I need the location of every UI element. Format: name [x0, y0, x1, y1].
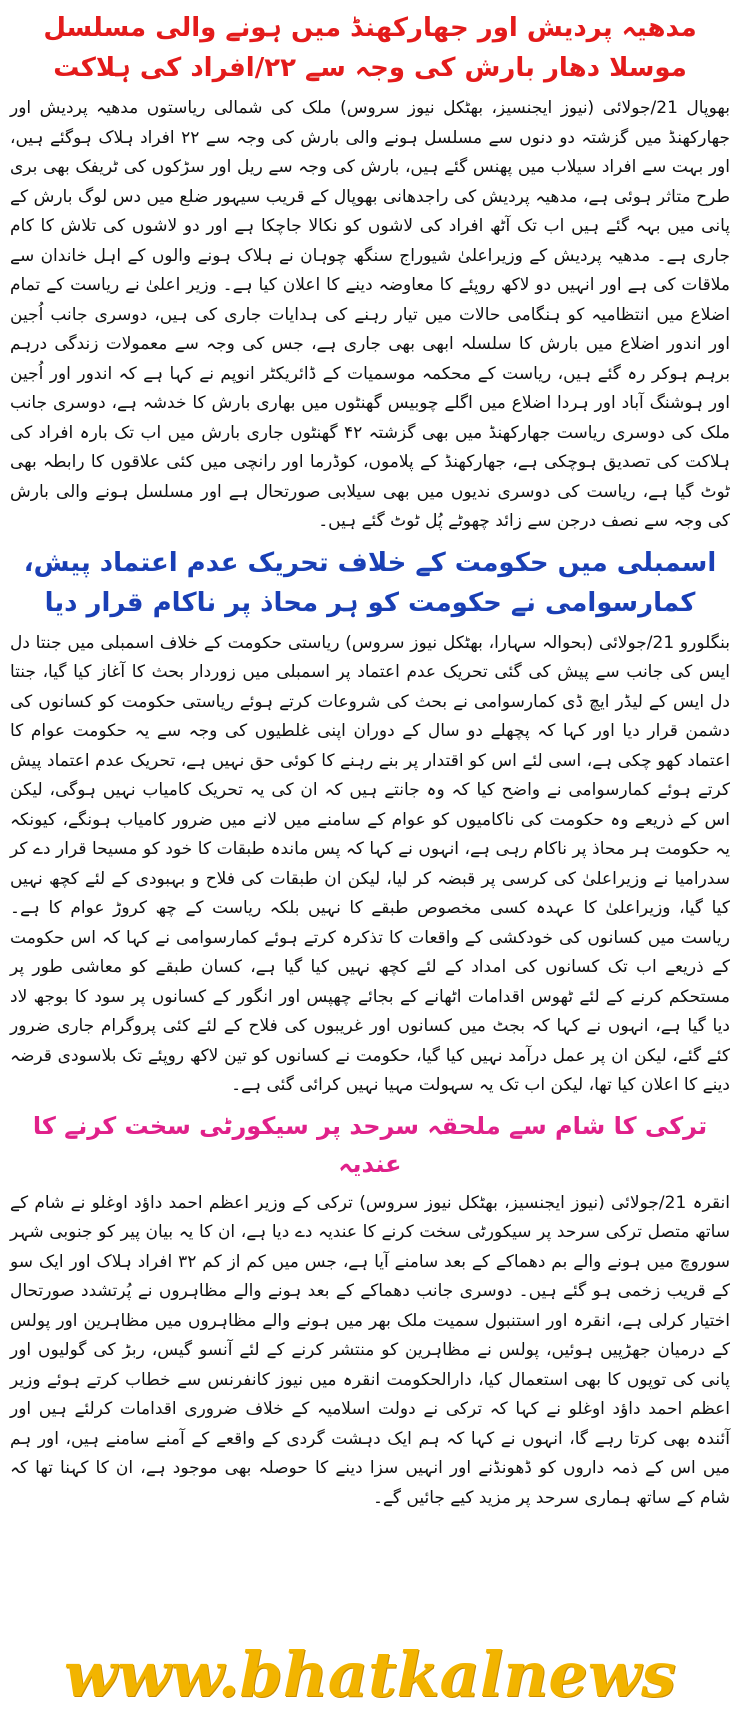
headline: مدھیہ پردیش اور جھارکھنڈ میں ہونے والی مسلسل موسلا دھار بارش کی وجہ سے ۲۲/افراد کی ہلاکت: [43, 13, 697, 83]
website-watermark: www.bhatkalnews: [63, 1640, 677, 1710]
article-body: بھوپال 21/جولائی (نیوز ایجنسیز، بھٹکل نیوز سروس) ملک کی شمالی ریاستوں مدھیہ پردیش اور جھارکھنڈ میں گزشتہ دو دنوں سے مسلسل ہونے والی بارش کی وجہ سے ۲۲ افراد ہلاک ہوگئے ہیں، اور بہت سے افراد سیلاب میں پھنس گئے ہیں، بارش کی وجہ سے ریل اور سڑکوں کی ٹریفک بھی بری طرح متاثر ہوئی ہے، مدھیہ پردیش کی راجدھانی بھوپال کے قریب سیہور ضلع میں دس لوگ بارش کے پانی میں بہہ گئے ہیں اب تک آٹھ افراد کی لاشوں کو نکالا جاچکا ہے اور دو لاشوں کی تلاش کا کام جاری ہے۔ مدھیہ پردیش کے وزیراعلیٰ شیوراج سنگھ چوہان نے ہلاک ہونے والوں کے اہل خاندان سے ملاقات کی ہے اور انہیں دو لاکھ روپئے کا معاوضہ دینے کا اعلان کیا ہے۔ وزیر اعلیٰ نے ریاست کے تمام اضلاع میں انتظامیہ کو ہنگامی حالات میں تیار رہنے کی ہدایات جاری کی ہیں، دوسری جانب اُجین اور اندور اضلاع میں بارش کا سلسلہ ابھی بھی جاری ہے، جس کی وجہ سے معمولات زندگی درہم برہم ہوکر رہ گئے ہیں، ریاست کے محکمہ موسمیات کے ڈائریکٹر انوپم نے کہا ہے کہ اندور اور اُجین اور ہوشنگ آباد اور ہردا اضلاع میں اگلے چوبیس گھنٹوں میں بھاری بارش کا خدشہ ہے، دوسری جانب ملک کی دوسری ریاست جھارکھنڈ میں بھی گزشتہ ۴۲ گھنٹوں جاری بارش میں اب تک بارہ افراد کی ہلاکت کی تصدیق ہوچکی ہے، جھارکھنڈ کے پلاموں، کوڈرما اور رانچی میں کئی علاقوں کا رابطہ بھی ٹوٹ گیا ہے، ریاست کی دوسری ندیوں میں بھی سیلابی صورتحال ہے اور مسلسل ہونے والی بارش کی وجہ سے نصف درجن سے زائد چھوٹے پُل ٹوٹ گئے ہیں۔: [10, 98, 730, 531]
headline: اسمبلی میں حکومت کے خلاف تحریک عدم اعتماد پیش، کمارسوامی نے حکومت کو ہر محاذ پر ناکام قرار دیا: [23, 547, 717, 618]
article-body: بنگلورو 21/جولائی (بحوالہ سہارا، بھٹکل نیوز سروس) ریاستی حکومت کے خلاف اسمبلی میں جنتا دل ایس کی جانب سے پیش کی گئی تحریک عدم اعتماد پر اسمبلی میں زوردار بحث کا آغاز کیا گیا، جنتا دل ایس کے لیڈر ایچ ڈی کمارسوامی نے بحث کی شروعات کرتے ہوئے ریاستی حکومت کو کسانوں کی دشمن قرار دیا اور کہا کہ پچھلے دو سال کے دوران اپنی غلطیوں کی وجہ سے یہ حکومت عوام کا اعتماد کھو چکی ہے، اسی لئے اس کو اقتدار پر بنے رہنے کا کوئی حق نہیں ہے، تحریک عدم اعتماد پیش کرتے ہوئے کمارسوامی نے واضح کیا کہ وہ جانتے ہیں کہ ان کی یہ تحریک کامیاب نہیں ہوگی، لیکن اس کے ذریعے وہ حکومت کی ناکامیوں کو عوام کے سامنے میں لانے میں ضرور کامیاب ہونگے، کیونکہ یہ حکومت ہر محاذ پر ناکام رہی ہے، انہوں نے کہا کہ پس ماندہ طبقات کا خود کو مسیحا قرار دے کر سدرامیا نے وزیراعلیٰ کی کرسی پر قبضہ کر لیا، لیکن ان طبقات کی فلاح و بہبودی کے لئے کچھ نہیں کیا گیا، وزیراعلیٰ کا عہدہ کسی مخصوص طبقے کا نہیں بلکہ ریاست کے چھ کروڑ عوام کا ہے۔ ریاست میں کسانوں کی خودکشی کے واقعات کا تذکرہ کرتے ہوئے کمارسوامی نے کہا کہ اس حکومت کے ذریعے اب تک کسانوں کی امداد کے لئے کچھ نہیں کیا گیا ہے، کسان طبقے کو معاشی طور پر مستحکم کرنے کے لئے ٹھوس اقدامات اٹھانے کے بجائے چھپس اور انگور کے کسانوں پر سود کا بوجھ لاد دیا گیا ہے، انہوں نے کہا کہ بجٹ میں کسانوں اور غریبوں کی فلاح کے لئے کئی پروگرام جاری ضرور کئے گئے، لیکن ان پر عمل درآمد نہیں کیا گیا، حکومت نے کسانوں کو تین لاکھ روپئے تک بلاسودی قرضہ دینے کا اعلان کیا تھا، لیکن اب تک یہ سہولت مہیا نہیں کرائی گئی ہے۔: [10, 632, 730, 1095]
article-no-confidence-motion: [10, 543, 730, 1101]
article-rain-deaths: [10, 8, 730, 537]
article-body: انقرہ 21/جولائی (نیوز ایجنسیز، بھٹکل نیوز سروس) ترکی کے وزیر اعظم احمد داؤد اوغلو نے شام کے ساتھ متصل ترکی سرحد پر سیکورٹی سخت کرنے کا عندیہ دے دیا ہے، ان کا یہ بیان پیر کو جنوبی شہر سوروچ میں ہونے والے بم دھماکے کے بعد سامنے آیا ہے، جس میں کم از کم ۳۲ افراد ہلاک اور ایک سو کے قریب زخمی ہو گئے ہیں۔ دوسری جانب دھماکے کے بعد ہونے والے مظاہروں نے پُرتشدد صورتحال اختیار کرلی ہے، انقرہ اور استنبول سمیت ملک بھر میں ہونے والے مظاہروں میں مظاہرین اور پولس کے درمیان جھڑپیں ہوئیں، پولس نے مظاہرین کو منتشر کرنے کے لئے آنسو گیس، ربڑ کی گولیوں اور پانی کی توپوں کا بھی استعمال کیا، دارالحکومت انقرہ میں نیوز کانفرنس سے خطاب کرتے ہوئے وزیر اعظم احمد داؤد اوغلو نے کہا کہ ترکی نے دولت اسلامیہ کے خلاف ضروری اقدامات کرلئے ہیں اور آئندہ بھی کرتا رہے گا، انہوں نے کہا کہ ہم ایک دہشت گردی کے واقعے کے آمنے سامنے ہیں، اور ہم میں اس کے ذمہ داروں کو ڈھونڈنے اور انہیں سزا دینے کا حوصلہ بھی موجود ہے، ان کا کہنا تھا کہ شام کے ساتھ ہماری سرحد پر مزید کیے جائیں گے۔: [10, 1192, 731, 1508]
headline: ترکی کا شام سے ملحقہ سرحد پر سیکورٹی سخت کرنے کا عندیہ: [32, 1111, 708, 1178]
article-turkey-border-security: [10, 1107, 730, 1514]
